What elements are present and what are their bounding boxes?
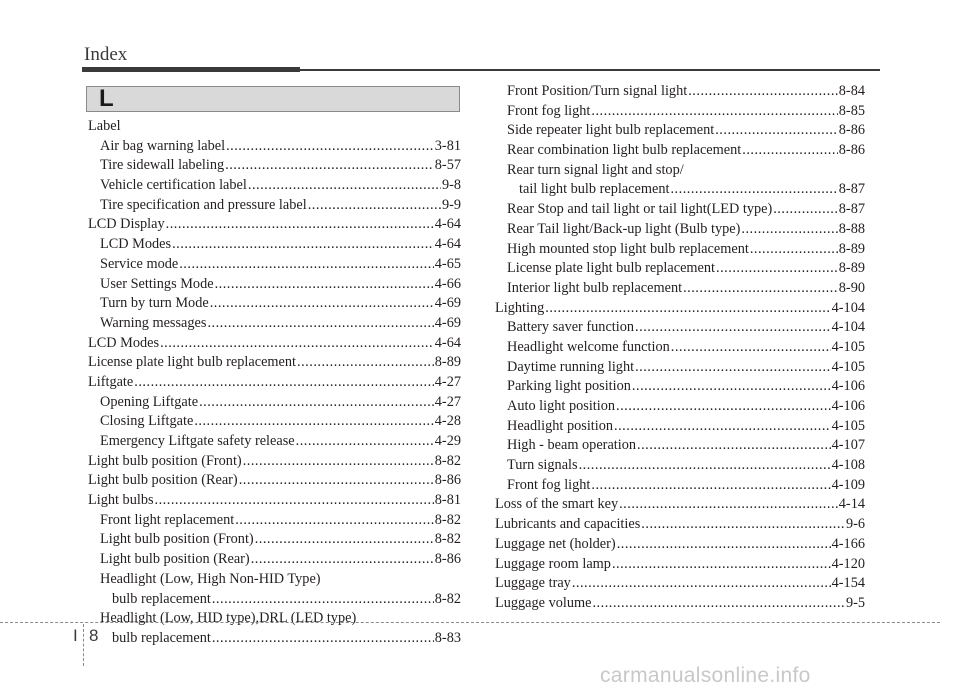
index-entry xyxy=(88,550,461,570)
index-entry-page: 4-105 xyxy=(831,338,865,355)
dot-leader xyxy=(239,471,434,491)
index-entry-text: Luggage tray xyxy=(495,575,571,592)
dot-leader xyxy=(715,121,838,141)
dot-leader xyxy=(635,318,831,338)
index-entry xyxy=(495,476,865,496)
index-entry-text: Headlight (Low, High Non-HID Type) xyxy=(100,570,321,587)
index-entry-text: tail light bulb replacement xyxy=(519,181,670,198)
index-entry xyxy=(88,215,461,235)
index-entry-page: 4-104 xyxy=(831,319,865,336)
index-entry-page: 8-83 xyxy=(434,629,461,646)
index-entry-text: Parking light position xyxy=(507,378,631,395)
dot-leader xyxy=(194,412,433,432)
index-entry-text: Lubricants and capacities xyxy=(495,516,641,533)
index-entry-text: Air bag warning label xyxy=(100,137,226,154)
index-entry-page: 4-64 xyxy=(434,216,461,233)
dot-leader xyxy=(591,476,830,496)
index-entry-text: Front fog light xyxy=(507,476,591,493)
index-entry-text: Tire specification and pressure label xyxy=(100,196,307,213)
dot-leader xyxy=(641,515,845,535)
index-entry-page: 4-65 xyxy=(434,255,461,272)
index-entry-text: Luggage room lamp xyxy=(495,555,611,572)
header-rule-thick xyxy=(82,67,300,72)
section-letter: L xyxy=(99,85,114,112)
index-entry-text: Light bulb position (Front) xyxy=(100,531,254,548)
index-entry xyxy=(495,240,865,260)
index-entry-text: Interior light bulb replacement xyxy=(507,279,683,296)
dot-leader xyxy=(635,358,831,378)
index-entry-text: Closing Liftgate xyxy=(100,413,194,430)
dot-leader xyxy=(572,574,831,594)
index-entry-text: LCD Modes xyxy=(100,236,172,253)
index-entry xyxy=(88,452,461,472)
index-entry-page: 9-8 xyxy=(441,177,461,194)
index-entry-text: Turn signals xyxy=(507,457,578,474)
section-letter-bar xyxy=(86,86,460,112)
index-entry xyxy=(495,436,865,456)
index-entry xyxy=(495,82,865,102)
index-entry xyxy=(88,314,461,334)
index-entry-page: 9-6 xyxy=(845,516,865,533)
index-entry xyxy=(88,570,461,590)
footer-section-label: I xyxy=(73,626,78,645)
index-entry-text: Emergency Liftgate safety release xyxy=(100,433,295,449)
index-entry-page: 4-104 xyxy=(831,299,865,316)
dot-leader xyxy=(612,555,831,575)
page-number: 8 xyxy=(89,626,99,645)
index-entry-text: Front light replacement xyxy=(100,511,235,528)
index-entry xyxy=(88,196,461,216)
index-entry-page: 8-89 xyxy=(838,240,865,257)
index-entry-text: Luggage net (holder) xyxy=(495,535,616,552)
dot-leader xyxy=(155,491,434,511)
index-entry-text: Service mode xyxy=(100,255,179,272)
footer-divider xyxy=(0,622,940,623)
dot-leader xyxy=(235,511,434,531)
index-entry-text: Label xyxy=(88,118,121,134)
index-entry-text: Rear Tail light/Back-up light (Bulb type) xyxy=(507,220,741,237)
index-entry xyxy=(495,535,865,555)
index-entry-text: bulb replacement xyxy=(112,629,211,646)
index-entry xyxy=(495,220,865,240)
index-entry-text: Headlight (Low, HID type),DRL (LED type) xyxy=(100,610,357,627)
index-entry xyxy=(495,515,865,535)
index-column-left xyxy=(88,117,461,649)
index-entry xyxy=(88,117,461,137)
index-entry-page: 4-105 xyxy=(831,417,865,434)
dot-leader xyxy=(297,353,434,373)
dot-leader xyxy=(670,180,837,200)
dot-leader xyxy=(617,535,831,555)
index-entry-page: 4-29 xyxy=(434,433,461,449)
index-entry-text: Liftgate xyxy=(88,373,134,390)
index-entry xyxy=(495,180,865,200)
index-entry xyxy=(88,609,461,629)
index-entry-page: 8-85 xyxy=(838,102,865,119)
index-entry-text: Daytime running light xyxy=(507,358,635,375)
index-entry-page: 4-109 xyxy=(831,476,865,493)
index-entry xyxy=(495,318,865,338)
index-entry xyxy=(88,629,461,649)
index-entry-page: 9-9 xyxy=(441,196,461,213)
index-entry-text: Side repeater light bulb replacement xyxy=(507,122,715,139)
index-entry-page: 8-88 xyxy=(838,220,865,237)
dot-leader xyxy=(243,452,434,472)
index-entry-text: Headlight position xyxy=(507,417,614,434)
index-entry xyxy=(495,299,865,319)
index-entry xyxy=(495,358,865,378)
index-entry-page: 8-87 xyxy=(838,201,865,218)
index-entry xyxy=(88,137,461,157)
index-entry xyxy=(495,338,865,358)
dot-leader xyxy=(172,235,434,255)
dot-leader xyxy=(251,550,434,570)
index-entry-text: Auto light position xyxy=(507,398,616,414)
dot-leader xyxy=(199,393,434,413)
index-entry xyxy=(495,417,865,437)
index-entry-page: 8-89 xyxy=(434,354,461,371)
dot-leader xyxy=(614,417,831,437)
index-entry-page: 4-154 xyxy=(831,575,865,592)
index-entry-page: 8-86 xyxy=(434,551,461,568)
dot-leader xyxy=(225,156,434,176)
index-entry xyxy=(495,279,865,299)
dot-leader xyxy=(592,594,844,614)
index-entry-page: 4-14 xyxy=(838,496,865,513)
index-entry xyxy=(88,275,461,295)
index-entry xyxy=(88,235,461,255)
index-entry-page: 8-86 xyxy=(434,472,461,489)
dot-leader xyxy=(619,495,838,515)
dot-leader xyxy=(207,314,433,334)
index-entry xyxy=(88,432,461,452)
dot-leader xyxy=(579,456,831,476)
index-entry xyxy=(88,590,461,610)
index-entry-text: User Settings Mode xyxy=(100,275,214,292)
index-entry xyxy=(88,511,461,531)
index-entry-text: High - beam operation xyxy=(507,437,637,454)
index-entry xyxy=(495,102,865,122)
index-entry-text: Vehicle certification label xyxy=(100,177,247,194)
index-entry-page: 4-64 xyxy=(434,334,461,351)
index-entry-text: Loss of the smart key xyxy=(495,496,619,513)
index-entry-text: Rear Stop and tail light or tail light(LED type) xyxy=(507,201,773,218)
index-entry-page: 4-69 xyxy=(434,314,461,331)
index-entry-page: 4-69 xyxy=(434,295,461,312)
index-entry-page: 8-81 xyxy=(434,492,461,509)
index-entry xyxy=(88,530,461,550)
dot-leader xyxy=(716,259,838,279)
index-entry-page: 8-82 xyxy=(434,590,461,607)
index-entry-text: bulb replacement xyxy=(112,590,211,607)
dot-leader xyxy=(255,530,434,550)
index-entry-page: 4-106 xyxy=(831,398,865,414)
header-rule-thin xyxy=(300,69,880,71)
index-entry-page: 4-28 xyxy=(434,413,461,430)
dot-leader xyxy=(750,240,838,260)
index-entry xyxy=(495,574,865,594)
index-entry xyxy=(495,161,865,181)
index-entry-page: 8-89 xyxy=(838,260,865,277)
index-entry-text: License plate light bulb replacement xyxy=(88,354,297,371)
index-entry-text: License plate light bulb replacement xyxy=(507,260,716,277)
dot-leader xyxy=(616,397,831,417)
dot-leader xyxy=(742,141,838,161)
index-entry xyxy=(495,121,865,141)
dot-leader xyxy=(248,176,441,196)
index-entry xyxy=(88,373,461,393)
index-entry xyxy=(495,377,865,397)
index-entry xyxy=(88,393,461,413)
index-entry-text: Light bulb position (Rear) xyxy=(88,472,238,489)
index-entry xyxy=(495,555,865,575)
index-entry xyxy=(495,397,865,417)
index-entry-text: Warning messages xyxy=(100,314,207,331)
index-entry xyxy=(88,491,461,511)
index-entry-text: Light bulbs xyxy=(88,492,154,509)
index-entry-text: Opening Liftgate xyxy=(100,393,199,410)
index-entry-page: 4-120 xyxy=(831,555,865,572)
index-entry-page: 4-106 xyxy=(831,378,865,395)
index-entry-text: Lighting xyxy=(495,299,545,316)
index-entry-page: 8-86 xyxy=(838,122,865,139)
index-entry xyxy=(495,456,865,476)
index-entry xyxy=(88,334,461,354)
index-entry-page: 8-57 xyxy=(434,157,461,174)
index-entry xyxy=(495,495,865,515)
index-entry-page: 4-107 xyxy=(831,437,865,454)
dot-leader xyxy=(591,102,837,122)
index-entry-page: 4-108 xyxy=(831,457,865,474)
index-entry-text: LCD Modes xyxy=(88,334,160,351)
dot-leader xyxy=(160,334,434,354)
index-entry-text: Light bulb position (Rear) xyxy=(100,551,250,568)
index-entry-text: High mounted stop light bulb replacement xyxy=(507,240,749,257)
dot-leader xyxy=(671,338,831,358)
dot-leader xyxy=(134,373,434,393)
index-entry-page: 3-81 xyxy=(434,137,461,154)
dot-leader xyxy=(741,220,837,240)
dot-leader xyxy=(688,82,838,102)
index-entry-page: 8-90 xyxy=(838,279,865,296)
dot-leader xyxy=(296,432,434,452)
index-entry-text: Light bulb position (Front) xyxy=(88,452,242,469)
index-entry-page: 4-27 xyxy=(434,393,461,410)
dot-leader xyxy=(212,590,434,610)
page-header-title: Index xyxy=(84,44,128,65)
index-entry-page: 4-64 xyxy=(434,236,461,253)
index-entry xyxy=(88,255,461,275)
dot-leader xyxy=(632,377,831,397)
index-entry-page: 4-105 xyxy=(831,358,865,375)
index-entry-page: 8-82 xyxy=(434,531,461,548)
index-entry-text: LCD Display xyxy=(88,216,165,233)
dot-leader xyxy=(773,200,838,220)
index-entry xyxy=(88,176,461,196)
index-entry xyxy=(88,412,461,432)
index-entry-text: Front fog light xyxy=(507,102,591,119)
index-entry xyxy=(88,471,461,491)
index-entry-text: Headlight welcome function xyxy=(507,338,670,355)
dot-leader xyxy=(210,294,434,314)
index-entry-text: Tire sidewall labeling xyxy=(100,157,225,174)
index-entry-page: 8-84 xyxy=(838,83,865,99)
index-entry-page: 4-27 xyxy=(434,373,461,390)
dot-leader xyxy=(637,436,831,456)
index-entry-page: 4-66 xyxy=(434,275,461,292)
index-entry-text: Turn by turn Mode xyxy=(100,295,209,312)
index-entry-page: 8-82 xyxy=(434,452,461,469)
index-entry-text: Front Position/Turn signal light xyxy=(507,83,688,99)
index-entry-text: Luggage volume xyxy=(495,594,592,611)
watermark: carmanualsonline.info xyxy=(600,664,811,687)
index-column-right xyxy=(495,82,865,614)
index-entry-page: 4-166 xyxy=(831,535,865,552)
index-entry xyxy=(495,141,865,161)
index-entry xyxy=(88,294,461,314)
dot-leader xyxy=(308,196,441,216)
dot-leader xyxy=(166,215,434,235)
index-entry-page: 8-87 xyxy=(838,181,865,198)
dot-leader xyxy=(545,299,830,319)
index-entry xyxy=(88,156,461,176)
index-entry-page: 9-5 xyxy=(845,594,865,611)
index-entry xyxy=(88,353,461,373)
dot-leader xyxy=(212,629,434,649)
index-entry xyxy=(495,259,865,279)
index-entry xyxy=(495,200,865,220)
dot-leader xyxy=(215,275,434,295)
index-entry xyxy=(495,594,865,614)
index-entry-text: Rear combination light bulb replacement xyxy=(507,142,742,159)
index-entry-page: 8-86 xyxy=(838,142,865,159)
footer-vertical-divider xyxy=(83,624,84,666)
index-entry-text: Rear turn signal light and stop/ xyxy=(507,161,684,178)
dot-leader xyxy=(683,279,838,299)
dot-leader xyxy=(226,137,434,157)
index-entry-text: Battery saver function xyxy=(507,319,635,336)
dot-leader xyxy=(179,255,434,275)
index-entry-page: 8-82 xyxy=(434,511,461,528)
